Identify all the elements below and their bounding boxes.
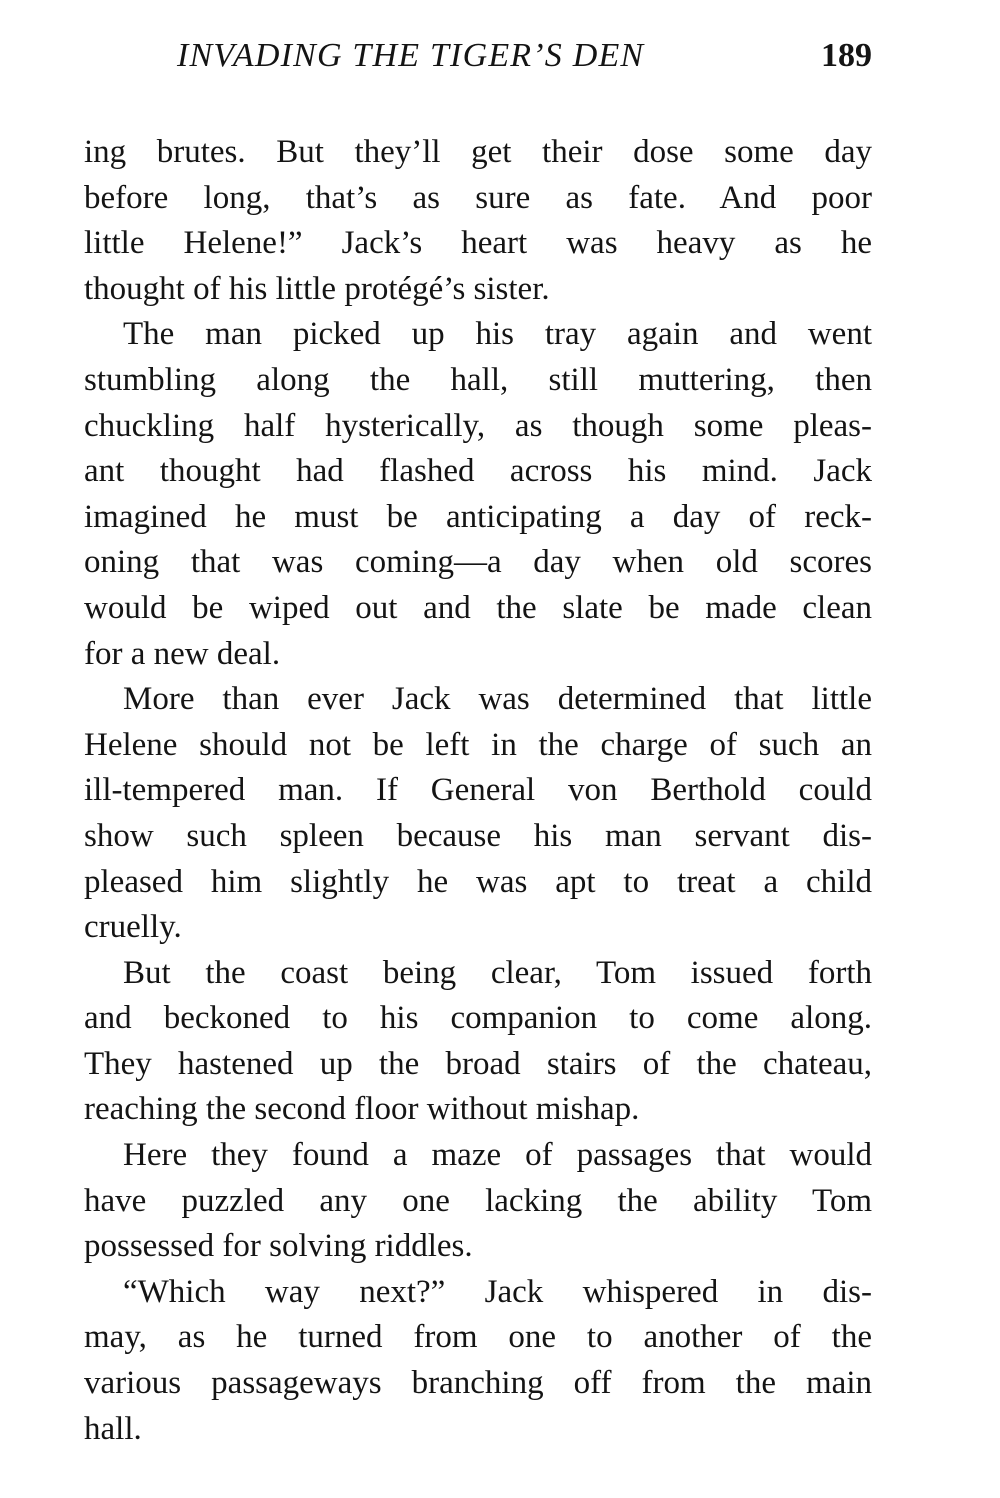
text-line: “Which way next?” Jack whispered in dis-: [123, 1273, 872, 1310]
text-line: chuckling half hysterically, as though some pleas-: [84, 407, 872, 444]
text-line: imagined he must be anticipating a day of reck-: [84, 498, 872, 535]
paragraph: [84, 1270, 872, 1452]
text-line: show such spleen because his man servant dis-: [84, 817, 872, 854]
text-line: possessed for solving riddles.: [84, 1228, 473, 1265]
text-line: More than ever Jack was determined that little: [123, 681, 872, 718]
running-head: [84, 32, 872, 80]
text-line: Helene should not be left in the charge of such an: [84, 726, 872, 763]
paragraph: [84, 1133, 872, 1270]
text-line: Here they found a maze of passages that would: [123, 1137, 872, 1174]
paragraph: [84, 677, 872, 951]
text-line: various passageways branching off from the main: [84, 1365, 872, 1402]
text-line: hall.: [84, 1410, 142, 1447]
text-line: But the coast being clear, Tom issued forth: [123, 954, 872, 991]
text-line: reaching the second floor without mishap.: [84, 1091, 640, 1128]
paragraph: [84, 130, 872, 312]
body-text: [84, 130, 872, 1452]
text-line: may, as he turned from one to another of the: [84, 1319, 872, 1356]
text-line: ing brutes. But they’ll get their dose some day: [84, 134, 872, 170]
text-line: before long, that’s as sure as fate. And poor: [84, 179, 872, 216]
text-line: ant thought had flashed across his mind. Jack: [84, 453, 872, 490]
text-line: would be wiped out and the slate be made clean: [84, 589, 872, 626]
text-line: pleased him slightly he was apt to treat a child: [84, 863, 872, 900]
page-number: 189: [821, 37, 872, 74]
paragraph: [84, 312, 872, 677]
text-line: cruelly.: [84, 909, 182, 946]
text-line: stumbling along the hall, still muttering, then: [84, 361, 872, 398]
text-line: oning that was coming—a day when old scores: [84, 544, 872, 581]
text-line: ill-tempered man. If General von Berthold could: [84, 772, 872, 809]
text-line: The man picked up his tray again and went: [123, 316, 872, 353]
text-line: have puzzled any one lacking the ability Tom: [84, 1182, 872, 1219]
text-line: little Helene!” Jack’s heart was heavy as he: [84, 225, 872, 262]
chapter-title: INVADING THE TIGER’S DEN: [177, 37, 645, 74]
text-line: thought of his little protégé’s sister.: [84, 270, 550, 307]
text-line: for a new deal.: [84, 635, 281, 672]
text-line: They hastened up the broad stairs of the chateau,: [84, 1045, 872, 1082]
text-line: and beckoned to his companion to come along.: [84, 1000, 872, 1037]
paragraph: [84, 951, 872, 1133]
